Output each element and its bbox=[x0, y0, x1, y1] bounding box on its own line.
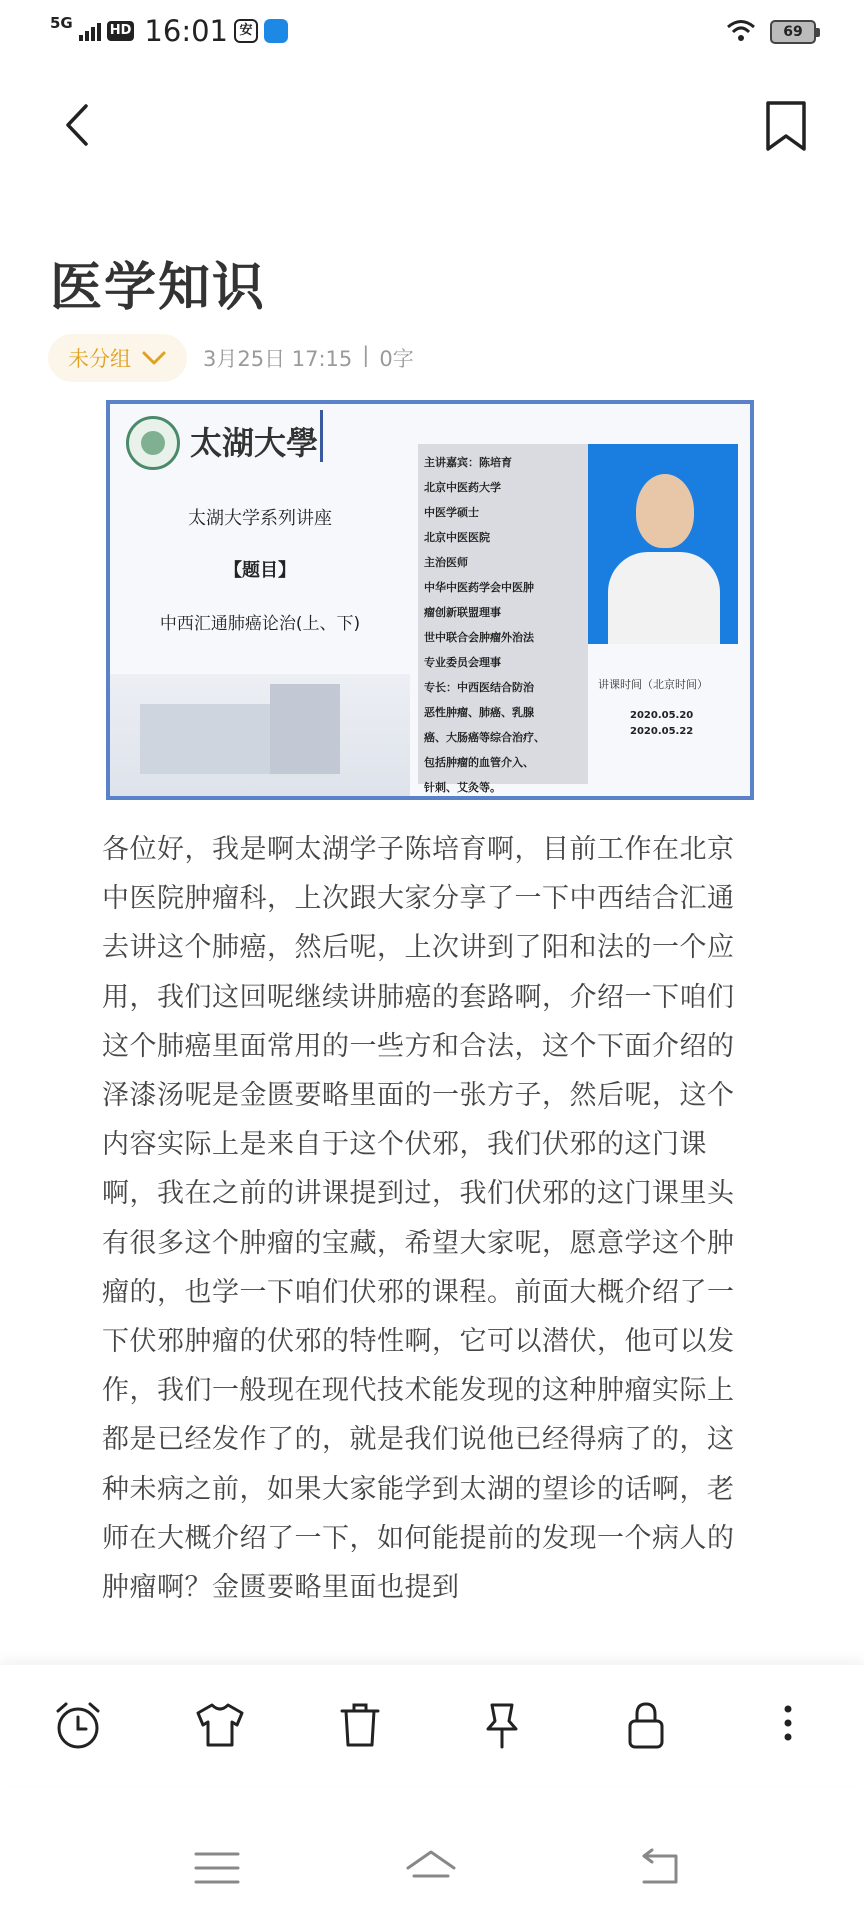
nav-home-button[interactable] bbox=[404, 1846, 458, 1890]
bio-line: 恶性肿瘤、肺癌、乳腺 bbox=[424, 706, 534, 719]
note-title[interactable]: 医学知识 bbox=[50, 258, 267, 318]
battery-icon: 69 bbox=[770, 20, 816, 44]
system-nav-bar bbox=[0, 1820, 864, 1920]
poster-bio bbox=[418, 444, 588, 794]
poster-time-label: 讲课时间（北京时间） bbox=[598, 678, 708, 691]
note-body[interactable]: 各位好，我是啊太湖学子陈培育啊，目前工作在北京中医院肿瘤科，上次跟大家分享了一下中西结合汇通去讲这个肺癌，然后呢，上次讲到了阳和法的一个应用，我们这回呢继续讲肺癌的套路啊，介绍一下咱们这个肺癌里面常用的一些方和合法，这个下面介绍的泽漆汤呢是金匮要略里面的一张方子，然后呢，这个内容实际上是来自于这个伏邪，我们伏邪的这门课啊，我在之前的讲课提到过，我们伏邪的这门课里头有很多这个肿瘤的宝藏，希望大家呢，愿意学这个肿瘤的，也学一下咱们伏邪的课程。前面大概介绍了一下伏邪肿瘤的伏邪的特性啊，它可以潜伏，他可以发作，我们一般现在现代技术能发现的这种肿瘤实际上都是已经发作了的，就是我们说他已经得病了的，这种未病之前，如果大家能学到太湖的望诊的话啊，老师在大概介绍了一下，如何能提前的发现一个病人的肿瘤啊？金匮要略里面也提到 bbox=[102, 834, 735, 1604]
alarm-clock-icon bbox=[52, 1699, 104, 1751]
campus-building-image bbox=[110, 674, 410, 800]
bio-line: 中华中医药学会中医肿 bbox=[424, 581, 534, 594]
delete-button[interactable] bbox=[334, 1699, 386, 1751]
bookmark-icon bbox=[764, 100, 808, 152]
word-count: 0字 bbox=[379, 347, 414, 371]
poster-topic: 中西汇通肺癌论治(上、下) bbox=[159, 614, 361, 634]
app-notification-icon-2 bbox=[264, 19, 288, 43]
bio-line: 针刺、艾灸等。 bbox=[424, 781, 501, 794]
more-vertical-icon bbox=[762, 1699, 814, 1751]
bio-line: 主治医师 bbox=[424, 556, 468, 569]
bio-line: 包括肿瘤的血管介入、 bbox=[424, 756, 534, 769]
chevron-left-icon bbox=[58, 100, 98, 150]
app-notification-icon: 安 bbox=[234, 19, 258, 43]
status-right bbox=[726, 18, 816, 46]
poster-series: 太湖大学系列讲座 bbox=[188, 508, 332, 529]
group-selector[interactable] bbox=[48, 334, 187, 382]
bio-line: 世中联合会肿瘤外治法 bbox=[424, 631, 534, 644]
poster-date: 2020.05.22 bbox=[630, 726, 694, 737]
wifi-icon bbox=[726, 18, 756, 46]
nav-back-button[interactable] bbox=[632, 1846, 686, 1890]
poster-divider bbox=[320, 410, 323, 462]
lecture-poster-image[interactable] bbox=[106, 400, 754, 800]
group-label: 未分组 bbox=[68, 347, 131, 371]
bio-line: 北京中医药大学 bbox=[424, 481, 501, 494]
bottom-toolbar bbox=[0, 1665, 864, 1785]
trash-icon bbox=[334, 1699, 386, 1751]
meta-separator: | bbox=[362, 343, 370, 367]
bio-line: 癌、大肠癌等综合治疗、 bbox=[424, 731, 545, 744]
back-icon bbox=[632, 1846, 686, 1890]
status-time: 16:01 bbox=[144, 14, 228, 48]
chevron-down-icon bbox=[141, 350, 167, 366]
bio-line: 主讲嘉宾：陈培育 bbox=[424, 456, 512, 469]
status-bar bbox=[0, 0, 864, 70]
note-meta bbox=[48, 333, 414, 383]
pin-button[interactable] bbox=[476, 1699, 528, 1751]
speaker-photo bbox=[588, 444, 738, 644]
poster-date: 2020.05.20 bbox=[630, 710, 694, 721]
bio-line: 中医学硕士 bbox=[424, 506, 479, 519]
pin-icon bbox=[476, 1699, 528, 1751]
lock-icon bbox=[620, 1699, 672, 1751]
home-icon bbox=[404, 1846, 458, 1890]
poster-topic-label: 【题目】 bbox=[224, 560, 296, 581]
theme-button[interactable] bbox=[194, 1699, 246, 1751]
more-button[interactable] bbox=[762, 1699, 814, 1751]
bio-line: 北京中医医院 bbox=[424, 531, 490, 544]
reminder-button[interactable] bbox=[52, 1699, 104, 1751]
note-date: 3月25日 17:15 bbox=[203, 347, 353, 371]
bookmark-button[interactable] bbox=[764, 100, 808, 152]
lock-button[interactable] bbox=[620, 1699, 672, 1751]
status-left bbox=[50, 14, 288, 48]
menu-icon bbox=[190, 1846, 244, 1890]
shirt-icon bbox=[194, 1699, 246, 1751]
network-type: 5G bbox=[50, 14, 73, 32]
university-logo-icon bbox=[126, 416, 180, 470]
bio-line: 专业委员会理事 bbox=[424, 656, 501, 669]
signal-icon bbox=[79, 21, 101, 41]
poster-university: 太湖大學 bbox=[190, 424, 319, 462]
hd-badge: HD bbox=[107, 21, 135, 41]
back-button[interactable] bbox=[58, 100, 98, 150]
nav-menu-button[interactable] bbox=[190, 1846, 244, 1890]
bio-line: 瘤创新联盟理事 bbox=[424, 606, 501, 619]
note-info bbox=[203, 343, 414, 373]
bio-line: 专长：中西医结合防治 bbox=[424, 681, 534, 694]
